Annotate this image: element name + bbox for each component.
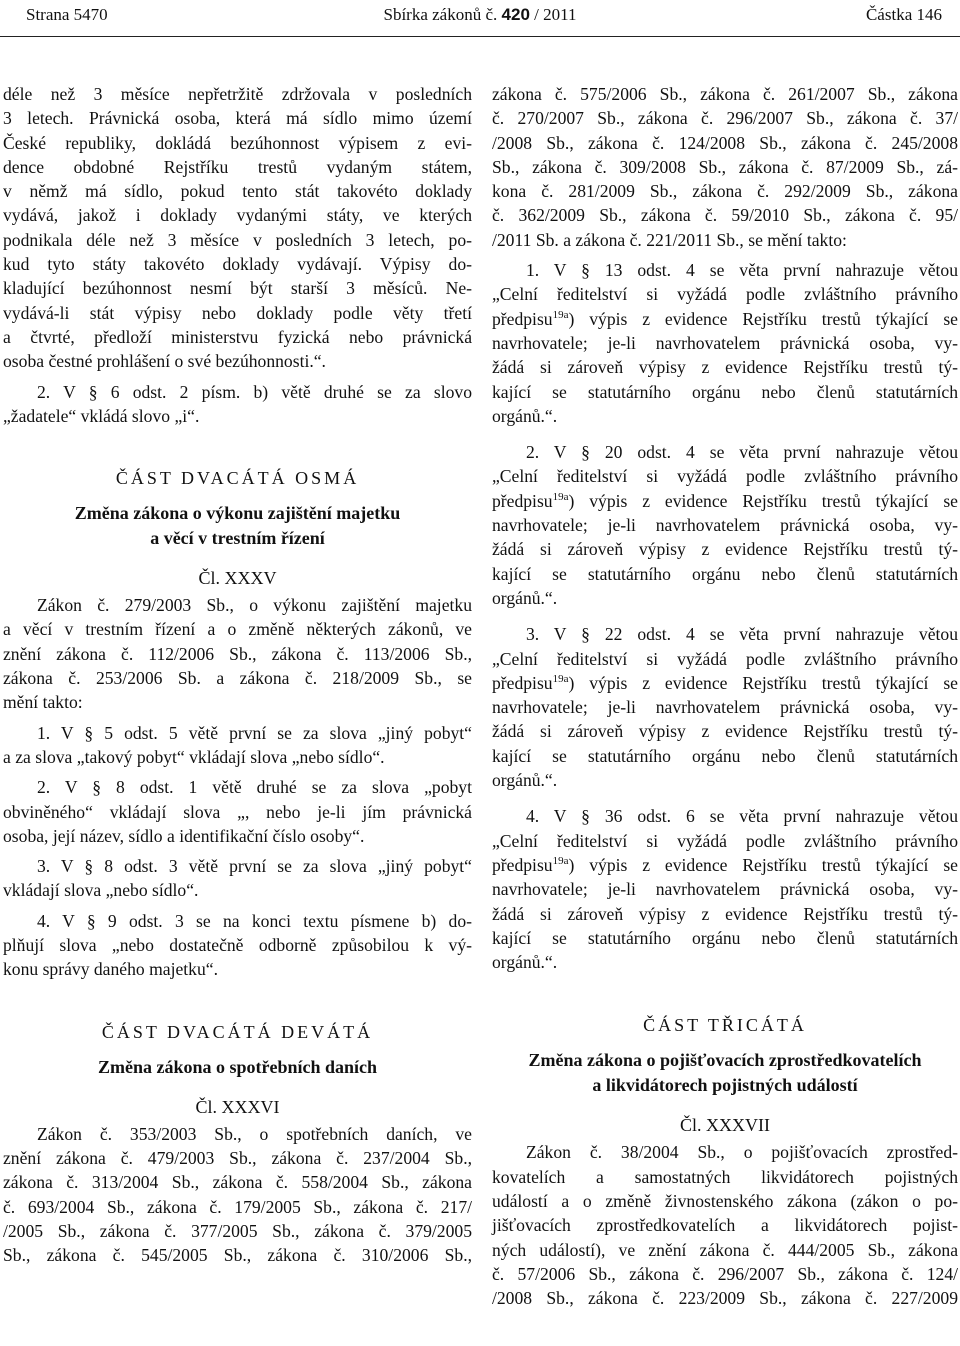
text-line: /2008 Sb., zákona č. 223/2009 Sb., zákona č. 227/2009 xyxy=(492,1288,958,1309)
text-line: „Celní ředitelství si vyžádá podle zvláštního právního xyxy=(492,830,958,851)
law-title: Změna zákona o pojišťovacích zprostředkovatelích xyxy=(528,1050,922,1071)
text-line: č. 270/2007 Sb., zákona č. 296/2007 Sb., zákona č. 37/ xyxy=(492,108,958,129)
article-number: Čl. XXXV xyxy=(198,568,277,589)
text-line: 3. V § 8 odst. 3 větě první se za slova „jiný pobyt“ xyxy=(37,856,472,877)
text-line: zákona č. 575/2006 Sb., zákona č. 261/2007 Sb., zákona xyxy=(492,84,958,104)
text-line: /2011 Sb. a zákona č. 221/2011 Sb., se mění takto: xyxy=(492,229,847,250)
text-line: a věcí v trestním řízení a o změně některých zákonů, ve xyxy=(3,619,472,640)
text-line: „Celní ředitelství si vyžádá podle zvláštního právního xyxy=(492,466,958,487)
article-intro xyxy=(3,593,472,714)
text-line: žádá si zároveň výpisy z evidence Rejstříku trestů tý- xyxy=(492,721,958,742)
header-rule xyxy=(0,36,960,37)
collection-prefix: Sbírka zákonů č. xyxy=(383,5,498,24)
text-line: České republiky, dokládá bezúhonnost výpisem z evi- xyxy=(3,132,472,153)
text-line: Sb., zákona č. 545/2005 Sb., zákona č. 310/2006 Sb., xyxy=(3,1245,472,1266)
amendment-point xyxy=(492,622,958,792)
text-line: 1. V § 13 odst. 4 se věta první nahrazuje větou xyxy=(526,260,958,281)
text-line: kladující bezúhonnost nesmí být starší 3 měsíců. Ne- xyxy=(3,278,472,299)
text-line: 4. V § 9 odst. 3 se na konci textu písmene b) do- xyxy=(37,910,472,931)
text-line: znění zákona č. 112/2006 Sb., zákona č. 113/2006 Sb., xyxy=(3,643,472,664)
footnote-ref: 19a xyxy=(552,855,569,868)
part-heading: ČÁST TŘICÁTÁ xyxy=(643,1015,807,1036)
text-line: zákona č. 313/2004 Sb., zákona č. 558/2004 Sb., zákona xyxy=(3,1172,472,1193)
law-title: a věcí v trestním řízení xyxy=(150,528,325,549)
left-column xyxy=(3,82,472,1267)
text-line: kající se statutárního orgánu nebo členů statutárních xyxy=(492,381,958,402)
intro-paragraph xyxy=(492,82,958,252)
text-line: a za slova „takový pobyt“ vkládají slova „nebo sídlo“. xyxy=(3,746,385,767)
text-line: Zákon č. 38/2004 Sb., o pojišťovacích zprostřed- xyxy=(526,1142,958,1163)
text-line: konu správy daného majetku“. xyxy=(3,959,218,980)
text-fragment: předpisu xyxy=(492,308,553,329)
text-line: /2005 Sb., zákona č. 377/2005 Sb., zákona č. 379/2005 xyxy=(3,1220,472,1241)
text-line: Zákon č. 353/2003 Sb., o spotřebních daních, ve xyxy=(37,1123,472,1144)
text-line: obviněného“ vkládají slova „, nebo je-li jím právnická xyxy=(3,801,472,822)
intro-paragraph xyxy=(3,82,472,374)
text-line: déle než 3 měsíce nepřetržitě zdržovala v posledních xyxy=(3,84,472,104)
text-line: dence obdobné Rejstříku trestů vydaným státem, xyxy=(3,156,472,177)
text-fragment: předpisu xyxy=(492,854,553,875)
text-line: navrhovatele; je-li navrhovatelem právnická osoba, vy- xyxy=(492,879,958,900)
text-fragment: ) výpis z evidence Rejstříku trestů týkající se xyxy=(568,490,958,511)
text-line xyxy=(492,307,958,331)
text-line: žádá si zároveň výpisy z evidence Rejstříku trestů tý- xyxy=(492,539,958,560)
text-line: „Celní ředitelství si vyžádá podle zvláštního právního xyxy=(492,284,958,305)
text-line: ných událostí), ve znění zákona č. 444/2005 Sb., zákona xyxy=(492,1239,958,1260)
text-line: v němž má sídlo, pokud tento stát takovéto doklady xyxy=(3,181,472,202)
text-line: žádá si zároveň výpisy z evidence Rejstříku trestů tý- xyxy=(492,903,958,924)
text-line: žádá si zároveň výpisy z evidence Rejstříku trestů tý- xyxy=(492,357,958,378)
text-line: orgánů.“. xyxy=(492,587,558,608)
text-line: „žadatele“ vkládá slovo „i“. xyxy=(3,405,200,426)
text-fragment: ) výpis z evidence Rejstříku trestů týkající se xyxy=(568,854,958,875)
text-line: 4. V § 36 odst. 6 se věta první nahrazuje větou xyxy=(526,806,958,827)
right-column xyxy=(492,82,958,1310)
text-line: č. 362/2009 Sb., zákona č. 59/2010 Sb., zákona č. 95/ xyxy=(492,205,958,226)
collection-label xyxy=(0,5,960,25)
text-line: vkládají slova „nebo sídlo“. xyxy=(3,880,199,901)
text-line: kovatelích a samostatných likvidátorech pojistných xyxy=(492,1166,958,1187)
text-line: kona č. 281/2009 Sb., zákona č. 292/2009 Sb., zákona xyxy=(492,181,958,202)
text-line: kající se statutárního orgánu nebo členů statutárních xyxy=(492,927,958,948)
text-line: kající se statutárního orgánu nebo členů statutárních xyxy=(492,563,958,584)
text-line: kající se statutárního orgánu nebo členů statutárních xyxy=(492,745,958,766)
text-line: osoba, její název, sídlo a identifikační číslo osoby“. xyxy=(3,825,365,846)
amendment-point xyxy=(492,804,958,974)
collection-number: 420 xyxy=(501,5,530,24)
text-line: orgánů.“. xyxy=(492,405,558,426)
text-line: 2. V § 8 odst. 1 větě druhé se za slova „pobyt xyxy=(37,777,472,798)
amendment-point xyxy=(3,380,472,429)
page-header xyxy=(0,0,960,34)
text-line: 3 letech. Právnická osoba, která má sídlo mimo území xyxy=(3,108,472,129)
text-line: znění zákona č. 479/2003 Sb., zákona č. 237/2004 Sb., xyxy=(3,1147,472,1168)
amendment-point xyxy=(3,721,472,770)
text-line: kud tyto státy takovéto doklady vydávají. Výpisy do- xyxy=(3,254,472,275)
text-line: zákona č. 253/2006 Sb. a zákona č. 218/2009 Sb., se xyxy=(3,668,472,689)
text-line: vydává, jakož i doklady vydanými státy, ve kterých xyxy=(3,205,472,226)
text-line: orgánů.“. xyxy=(492,952,558,973)
text-line: 3. V § 22 odst. 4 se věta první nahrazuje větou xyxy=(526,624,958,645)
part-heading: ČÁST DVACÁTÁ DEVÁTÁ xyxy=(101,1021,374,1042)
text-fragment: předpisu xyxy=(492,672,553,693)
amendment-point xyxy=(3,775,472,848)
article-number: Čl. XXXVI xyxy=(195,1096,280,1117)
part-label: Částka 146 xyxy=(865,5,942,24)
text-line: „Celní ředitelství si vyžádá podle zvláštního právního xyxy=(492,648,958,669)
law-title: Změna zákona o spotřebních daních xyxy=(97,1056,378,1077)
text-line: navrhovatele; je-li navrhovatelem právnická osoba, vy- xyxy=(492,515,958,536)
footnote-ref: 19a xyxy=(552,308,569,321)
text-line: Sb., zákona č. 309/2008 Sb., zákona č. 87/2009 Sb., zá- xyxy=(492,156,958,177)
text-line xyxy=(492,671,958,695)
text-line: osoba čestné prohlášení o své bezúhonnosti.“. xyxy=(3,351,326,372)
page-number: Strana 5470 xyxy=(26,5,108,24)
article-number: Čl. XXXVII xyxy=(680,1115,770,1136)
amendment-point xyxy=(3,854,472,903)
text-fragment: předpisu xyxy=(492,490,553,511)
amendment-point xyxy=(492,258,958,428)
text-line: č. 693/2004 Sb., zákona č. 179/2005 Sb., zákona č. 217/ xyxy=(3,1196,472,1217)
text-line: podnikala déle než 3 měsíce v posledních 3 letech, po- xyxy=(3,229,472,250)
text-line: Zákon č. 279/2003 Sb., o výkonu zajištění majetku xyxy=(37,595,472,616)
text-line: mění takto: xyxy=(3,692,83,713)
footnote-ref: 19a xyxy=(552,672,569,685)
part-heading: ČÁST DVACÁTÁ OSMÁ xyxy=(115,468,360,489)
text-line: 2. V § 6 odst. 2 písm. b) větě druhé se za slovo xyxy=(37,381,472,402)
amendment-point xyxy=(3,909,472,982)
article-intro xyxy=(3,1122,472,1268)
text-fragment: ) výpis z evidence Rejstříku trestů týkající se xyxy=(568,672,958,693)
text-line xyxy=(492,853,958,877)
text-line: 1. V § 5 odst. 5 větě první se za slova „jiný pobyt“ xyxy=(37,722,472,743)
text-line: jišťovacích zprostředkovatelích a likvidátorech pojist- xyxy=(492,1215,958,1236)
text-line: plňují slova „nebo dostatečně odborně způsobilou k vý- xyxy=(3,935,472,956)
collection-year: / 2011 xyxy=(534,5,577,24)
law-title: a likvidátorech pojistných událostí xyxy=(592,1075,858,1096)
text-line xyxy=(492,489,958,513)
text-line: a čtvrté, předloží ministerstvu fyzická nebo právnická xyxy=(3,326,472,347)
text-fragment: ) výpis z evidence Rejstříku trestů týkající se xyxy=(568,308,958,329)
footnote-ref: 19a xyxy=(552,490,569,503)
law-title: Změna zákona o výkonu zajištění majetku xyxy=(74,503,401,524)
text-line: /2008 Sb., zákona č. 124/2008 Sb., zákona č. 245/2008 xyxy=(492,132,958,153)
text-line: č. 57/2006 Sb., zákona č. 296/2007 Sb., zákona č. 124/ xyxy=(492,1263,958,1284)
amendment-point xyxy=(492,440,958,610)
article-intro xyxy=(492,1140,958,1310)
text-line: událostí a o změně živnostenského zákona (zákon o po- xyxy=(492,1190,958,1211)
text-line: vydává-li stát výpisy nebo doklady podle věty třetí xyxy=(3,302,472,323)
text-line: navrhovatele; je-li navrhovatelem právnická osoba, vy- xyxy=(492,332,958,353)
text-line: orgánů.“. xyxy=(492,770,558,791)
text-line: navrhovatele; je-li navrhovatelem právnická osoba, vy- xyxy=(492,697,958,718)
text-line: 2. V § 20 odst. 4 se věta první nahrazuje větou xyxy=(526,442,958,463)
